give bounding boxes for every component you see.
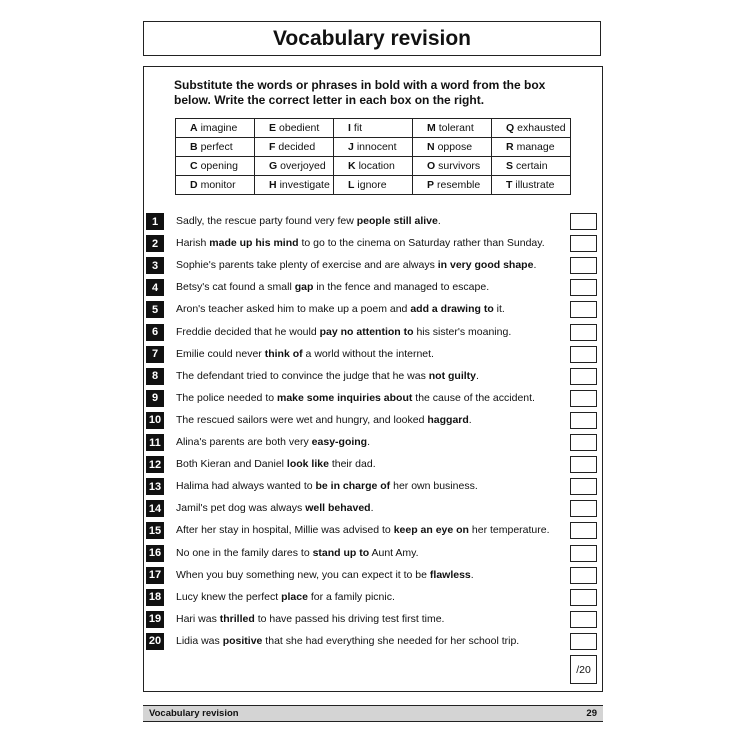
question-bold-phrase: add a drawing to [410,303,494,316]
footer-section-title: Vocabulary revision [149,708,239,719]
word-box-cell [176,157,255,176]
question-text-post: in the fence and managed to escape. [313,281,490,294]
page-title: Vocabulary revision [272,26,472,50]
question-text-pre: Betsy's cat found a small [176,281,295,294]
answer-box[interactable] [570,567,597,584]
word-letter: G [269,160,278,172]
word-letter: P [427,179,435,191]
question-text-pre: Halima had always wanted to [176,480,316,493]
question-bold-phrase: thrilled [219,612,255,625]
question-text [176,391,535,406]
question-text [176,280,489,295]
word-box-row [176,176,571,195]
question-number: 2 [146,235,164,252]
word-text: resemble [437,179,481,191]
question-bold-phrase: flawless [429,568,471,581]
word-text: illustrate [515,179,555,191]
word-box-cell [492,119,571,138]
question-text-pre: Harish [176,237,210,250]
word-letter: S [506,160,514,172]
word-text: obedient [279,122,320,134]
question-row [146,301,596,318]
question-bold-phrase: think of [264,347,303,360]
word-text: location [358,160,395,172]
answer-box[interactable] [570,412,597,429]
question-number: 7 [146,346,164,363]
question-text-pre: Sadly, the rescue party found very few [176,215,357,227]
question-bold-phrase: positive [222,634,263,647]
question-number: 13 [146,478,164,495]
answer-box[interactable] [570,500,597,517]
score-box: /20 [570,655,597,684]
question-text-pre: The defendant tried to convince the judge that he was [176,369,429,382]
question-text [176,302,505,317]
question-number: 12 [146,456,164,473]
word-text: fit [353,122,363,134]
question-text-pre: The rescued sailors were wet and hungry, and looked [176,413,428,426]
answer-box[interactable] [570,301,597,318]
word-box-cell [255,138,334,157]
question-number: 15 [146,522,164,539]
question-text-pre: No one in the family dares to [176,546,313,559]
answer-box[interactable] [570,522,597,539]
answer-box[interactable] [570,257,597,274]
question-row [146,478,596,495]
word-box-cell [334,119,413,138]
word-letter: L [348,179,355,191]
question-row [146,412,596,429]
question-row [146,589,596,606]
question-row [146,390,596,407]
question-text-pre: Alina's parents are both very [176,436,312,448]
question-text-post: for a family picnic. [307,590,395,603]
word-box-cell [176,176,255,195]
question-bold-phrase: stand up to [312,546,370,559]
question-number: 19 [146,611,164,628]
word-letter: E [269,122,277,134]
word-text: oppose [437,141,473,153]
question-text-pre: Hari was [176,612,220,625]
word-box-cell [492,157,571,176]
question-text-post: . [370,502,374,515]
word-text: decided [278,141,316,153]
word-text: opening [200,160,238,172]
question-text [176,413,472,428]
word-box-cell [334,176,413,195]
question-text-pre: The police needed to [176,391,277,404]
answer-box[interactable] [570,390,597,407]
word-text: tolerant [438,122,474,134]
title-box [143,21,601,56]
question-text-post: . [533,259,537,272]
question-bold-phrase: easy-going [311,436,368,448]
answer-box[interactable] [570,545,597,562]
word-letter: C [190,160,198,172]
question-text [176,369,479,384]
question-bold-phrase: not guilty [428,369,477,382]
question-number: 6 [146,324,164,341]
word-text: overjoyed [280,160,326,172]
page-footer [143,705,603,722]
question-bold-phrase: people still alive [356,215,438,227]
word-text: innocent [356,141,397,153]
question-text [176,214,441,229]
answer-box[interactable] [570,368,597,385]
question-text [176,501,374,516]
word-letter: D [190,179,198,191]
question-text [176,546,419,561]
question-bold-phrase: place [281,590,308,603]
question-text-post: . [476,369,479,382]
question-bold-phrase: haggard [427,413,469,426]
question-text [176,236,545,251]
question-row [146,346,596,363]
question-bold-phrase: pay no attention to [319,325,414,338]
question-number: 18 [146,589,164,606]
word-box-row [176,119,571,138]
word-letter: A [190,122,198,134]
question-text [176,590,395,605]
question-number: 14 [146,500,164,517]
question-bold-phrase: make some inquiries about [277,391,413,404]
question-text-post: the cause of the accident. [412,391,535,404]
answer-box[interactable] [570,324,597,341]
question-number: 8 [146,368,164,385]
question-bold-phrase: made up his mind [209,237,299,250]
word-box-cell [413,138,492,157]
question-number: 1 [146,213,164,230]
question-text-post: his sister's moaning. [413,325,512,338]
question-text-pre: Freddie decided that he would [176,325,320,338]
question-text [176,457,376,472]
answer-box[interactable] [570,478,597,495]
question-text-pre: Both Kieran and Daniel [176,458,287,471]
question-text-post: . [470,568,474,581]
question-text-pre: Lidia was [176,634,223,647]
question-text [176,479,478,494]
question-bold-phrase: keep an eye on [393,524,469,537]
question-text-post: Aunt Amy. [369,546,419,559]
question-text [176,347,434,362]
word-box-cell [176,119,255,138]
word-box-cell [334,157,413,176]
answer-box[interactable] [570,589,597,606]
question-text-pre: Emilie could never [176,347,265,360]
question-row [146,434,596,451]
answer-box[interactable] [570,213,597,230]
word-text: ignore [357,179,387,191]
question-text-post: . [367,436,371,448]
question-text-post: it. [493,303,505,316]
question-text-pre: Lucy knew the perfect [176,590,282,603]
question-bold-phrase: look like [286,458,329,471]
question-text-post: to go to the cinema on Saturday rather than Sunday. [298,237,545,250]
question-bold-phrase: gap [294,281,314,294]
word-box-cell [492,176,571,195]
question-text [176,523,550,538]
word-box-cell [255,176,334,195]
question-row [146,567,596,584]
question-text-post: her own business. [390,480,478,493]
question-row [146,324,596,341]
word-letter: B [190,141,198,153]
question-number: 5 [146,301,164,318]
question-text-post: to have passed his driving test first time. [254,612,445,625]
word-letter: R [506,141,514,153]
word-box-row [176,157,571,176]
question-row [146,545,596,562]
question-text [176,258,536,273]
question-text-pre: Sophie's parents take plenty of exercise and are always [176,259,438,272]
question-row [146,456,596,473]
word-box-cell [255,119,334,138]
question-number: 3 [146,257,164,274]
word-letter: H [269,179,277,191]
instructions: Substitute the words or phrases in bold with a word from the box below. Write the correct letter in each box on the right. [174,78,546,107]
word-box-row [176,138,571,157]
question-text-post: . [468,413,472,426]
question-number: 17 [146,567,164,584]
word-text: imagine [200,122,238,134]
question-text [176,634,519,649]
word-letter: O [427,160,436,172]
question-row [146,633,596,650]
question-row [146,368,596,385]
question-number: 11 [146,434,164,451]
page-number: 29 [586,708,597,719]
question-text-pre: When you buy something new, you can expect it to be [176,568,430,581]
question-text-post: a world without the internet. [302,347,434,360]
question-number: 9 [146,390,164,407]
question-row [146,279,596,296]
question-text [176,612,444,627]
question-text-post: that she had everything she needed for her school trip. [262,634,520,647]
question-bold-phrase: be in charge of [315,480,391,493]
question-row [146,500,596,517]
word-letter: K [348,160,356,172]
answer-box[interactable] [570,456,597,473]
answer-box[interactable] [570,346,597,363]
question-text-pre: Jamil's pet dog was always [176,502,306,515]
word-text: perfect [200,141,233,153]
answer-box[interactable] [570,611,597,628]
word-text: manage [516,141,555,153]
question-text-pre: Aron's teacher asked him to make up a poem and [176,303,411,316]
word-box-cell [413,119,492,138]
question-number: 10 [146,412,164,429]
answer-box[interactable] [570,279,597,296]
answer-box[interactable] [570,235,597,252]
word-letter: J [348,141,354,153]
question-row [146,235,596,252]
question-bold-phrase: in very good shape [437,259,534,272]
word-text: exhausted [517,122,566,134]
question-number: 20 [146,633,164,650]
question-row [146,257,596,274]
question-row [146,522,596,539]
word-text: survivors [438,160,481,172]
question-text-post: . [437,215,441,227]
word-text: investigate [279,179,330,191]
question-number: 4 [146,279,164,296]
word-text: certain [516,160,548,172]
word-letter: N [427,141,435,153]
answer-box[interactable] [570,633,597,650]
question-text [176,325,511,340]
answer-box[interactable] [570,434,597,451]
question-text-pre: After her stay in hospital, Millie was advised to [176,524,394,537]
question-row [146,213,596,230]
question-text [176,435,370,450]
word-letter: M [427,122,436,134]
question-text [176,568,474,583]
question-number: 16 [146,545,164,562]
word-box-cell [255,157,334,176]
question-text-post: their dad. [328,458,376,471]
question-bold-phrase: well behaved [305,502,371,515]
word-box-cell [492,138,571,157]
word-letter: Q [506,122,515,134]
word-box-cell [413,157,492,176]
question-row [146,611,596,628]
word-letter: I [348,122,351,134]
word-box-cell [413,176,492,195]
word-letter: T [506,179,513,191]
word-text: monitor [200,179,236,191]
word-box-table [175,118,571,195]
word-box-cell [176,138,255,157]
question-text-post: her temperature. [468,524,550,537]
word-box-cell [334,138,413,157]
word-letter: F [269,141,276,153]
